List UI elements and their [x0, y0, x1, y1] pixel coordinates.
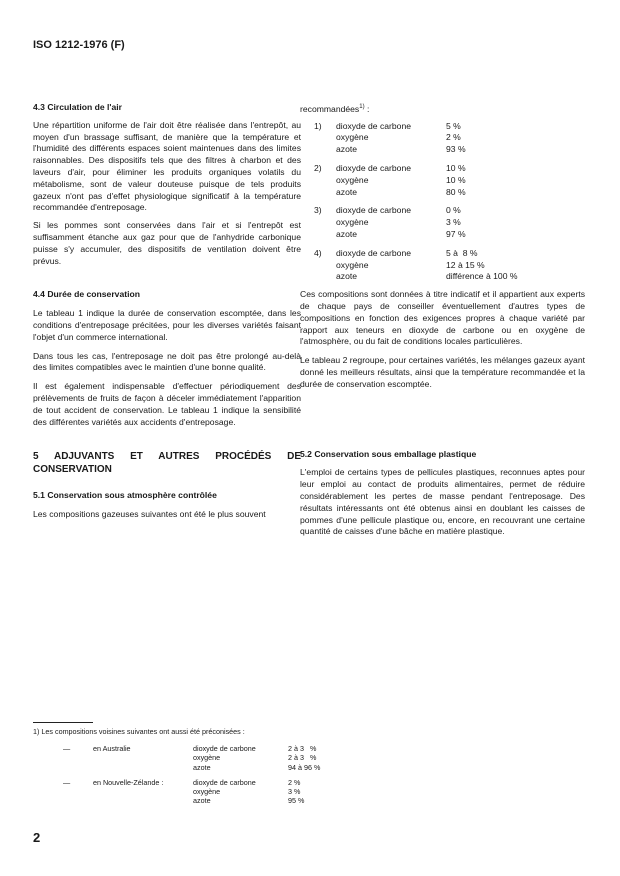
paragraph: Le tableau 1 indique la durée de conservation escomptée, dans les conditions d'entreposage précitées, pour les diverses variétés faisant l'objet d'un commerce international.: [33, 308, 301, 342]
section-5-heading: 5 ADJUVANTS ET AUTRES PROCÉDÉS DE CONSERVATION: [33, 451, 301, 476]
gas-percentage: 2 %: [288, 777, 301, 787]
text: recommandées: [300, 103, 360, 114]
paragraph: Le tableau 2 regroupe, pour certaines variétés, les mélanges gazeux ayant donné les meilleurs résultats, ainsi que la température recommandée et la durée de conservation escomptée.: [300, 355, 585, 389]
gas-name: azote: [336, 229, 358, 240]
gas-name: oxygène: [336, 217, 369, 228]
list-item: [314, 121, 585, 156]
item-number: [314, 271, 336, 283]
gas-name: azote: [336, 144, 358, 155]
gas-name: azote: [193, 762, 211, 772]
list-item: [314, 205, 585, 240]
document-header: ISO 1212-1976 (F): [33, 39, 125, 51]
footnote-ref: 1): [359, 104, 365, 110]
gas-composition-list: [314, 121, 585, 284]
paragraph: Ces compositions sont données à titre indicatif et il appartient aux experts de chaque pays de conseiller éventuellement d'autres types de compositions en fonction des exigences propres à chaque variété par rapport aux teneurs en dioxyde de carbone ou en oxygène de l'atmosphère, ou du fait de conditions locales particulières.: [300, 289, 585, 347]
footnote: [33, 727, 433, 805]
page-number: 2: [33, 830, 41, 845]
section-5-1-heading: 5.1 Conservation sous atmosphère contrôlée: [33, 490, 217, 501]
gas-percentage: 2 à 3 %: [288, 744, 317, 754]
list-item: [314, 163, 585, 198]
gas-percentage: 3 %: [288, 787, 301, 797]
dash: —: [63, 744, 71, 754]
paragraph: Il est également indispensable d'effectuer périodiquement des prélèvements de fruits de façon à déceler immédiatement l'apparition de tout accident de conservation. Le tableau 1 indique la sensibilité des différentes variétés aux accidents d'entreposage.: [33, 381, 301, 427]
gas-percentage: 0 %: [446, 205, 461, 216]
list-item: [314, 248, 585, 283]
paragraph: Si les pommes sont conservées dans l'air et si l'entrepôt est suffisamment étanche aux gaz pour que de l'anhydride carbonique puisse s'y accumuler, des dispositifs de ventilation doivent être prévus.: [33, 220, 301, 266]
gas-percentage: 95 %: [288, 796, 305, 806]
footnote-group: [63, 744, 433, 772]
dash: [63, 796, 93, 805]
dash: —: [63, 777, 71, 787]
country: [93, 753, 193, 762]
item-number: 2): [314, 163, 322, 174]
item-number: [314, 175, 336, 187]
paragraph: L'emploi de certains types de pellicules plastiques, reconnues aptes pour leur emploi au contact de produits alimentaires, permet de réduire considérablement les pertes de masse pendant l'entreposage. Des résultats intéressants ont été obtenus ainsi en doublant les caisses de pommes d'une pellicule plastique ou, encore, en recouvrant une certaine quantité de caisses d'une bâche en matière plastique.: [300, 467, 585, 537]
gas-name: oxygène: [193, 787, 221, 797]
gas-name: azote: [336, 186, 358, 197]
section-5-2-heading: 5.2 Conservation sous emballage plastique: [300, 448, 477, 459]
gas-percentage: 5 %: [446, 120, 461, 131]
gas-percentage: 5 à 8 %: [446, 247, 478, 258]
gas-name: oxygène: [336, 174, 369, 185]
gas-percentage: 94 à 96 %: [288, 762, 321, 772]
gas-name: dioxyde de carbone: [193, 744, 256, 754]
paragraph: Dans tous les cas, l'entreposage ne doit pas être prolongé au-delà des limites compatibles avec le maintien d'une bonne qualité.: [33, 350, 301, 373]
gas-percentage: différence à 100 %: [446, 271, 518, 282]
gas-percentage: 97 %: [446, 229, 466, 240]
country: [93, 796, 193, 805]
gas-name: azote: [193, 796, 211, 806]
item-number: [314, 144, 336, 156]
right-column: [300, 102, 585, 538]
country: en Nouvelle-Zélande :: [93, 777, 164, 787]
footnote-divider: [33, 722, 93, 723]
gas-name: dioxyde de carbone: [336, 247, 412, 258]
footnote-group: [63, 778, 433, 806]
gas-name: oxygène: [336, 132, 369, 143]
gas-percentage: 2 à 3 %: [288, 753, 317, 763]
paragraph-continuation: [300, 102, 585, 116]
gas-name: dioxyde de carbone: [193, 777, 256, 787]
gas-name: azote: [336, 271, 358, 282]
gas-name: dioxyde de carbone: [336, 120, 412, 131]
gas-percentage: 80 %: [446, 186, 466, 197]
gas-name: oxygène: [336, 259, 369, 270]
country: [93, 763, 193, 772]
item-number: [314, 187, 336, 199]
dash: [63, 787, 93, 796]
item-number: [314, 217, 336, 229]
gas-percentage: 12 à 15 %: [446, 259, 485, 270]
footnote-intro: 1) Les compositions voisines suivantes ont aussi été préconisées :: [33, 727, 245, 736]
item-number: 4): [314, 247, 322, 258]
gas-percentage: 3 %: [446, 217, 461, 228]
section-4-3-heading: 4.3 Circulation de l'air: [33, 102, 122, 112]
gas-name: oxygène: [193, 753, 221, 763]
item-number: [314, 260, 336, 272]
text: :: [364, 103, 370, 114]
footnote-table: [63, 744, 433, 805]
gas-percentage: 93 %: [446, 144, 466, 155]
item-number: 1): [314, 120, 322, 131]
left-column: [33, 102, 301, 521]
gas-percentage: 10 %: [446, 174, 466, 185]
dash: [63, 753, 93, 762]
country: en Australie: [93, 744, 131, 754]
gas-name: dioxyde de carbone: [336, 163, 412, 174]
country: [93, 787, 193, 796]
paragraph: Les compositions gazeuses suivantes ont été le plus souvent: [33, 509, 266, 520]
dash: [63, 763, 93, 772]
gas-percentage: 2 %: [446, 132, 461, 143]
item-number: [314, 229, 336, 241]
section-4-4-heading: 4.4 Durée de conservation: [33, 289, 140, 300]
item-number: 3): [314, 205, 322, 216]
gas-percentage: 10 %: [446, 163, 466, 174]
paragraph: Une répartition uniforme de l'air doit être réalisée dans l'entrepôt, au moyen d'un brassage suffisant, de manière que la température et l'humidité des différents espaces soient maintenues dans des limites raisonnables. Des dispositifs tels que des filtres à charbon et des laveurs d'air, pour éliminer les produits organiques volatils du métabolisme, sont de valeur douteuse puisque de tels produits gazeux n'ont pas d'effet physiologique significatif à la température recommandée d'entreposage.: [33, 119, 301, 213]
item-number: [314, 132, 336, 144]
gas-name: dioxyde de carbone: [336, 205, 412, 216]
